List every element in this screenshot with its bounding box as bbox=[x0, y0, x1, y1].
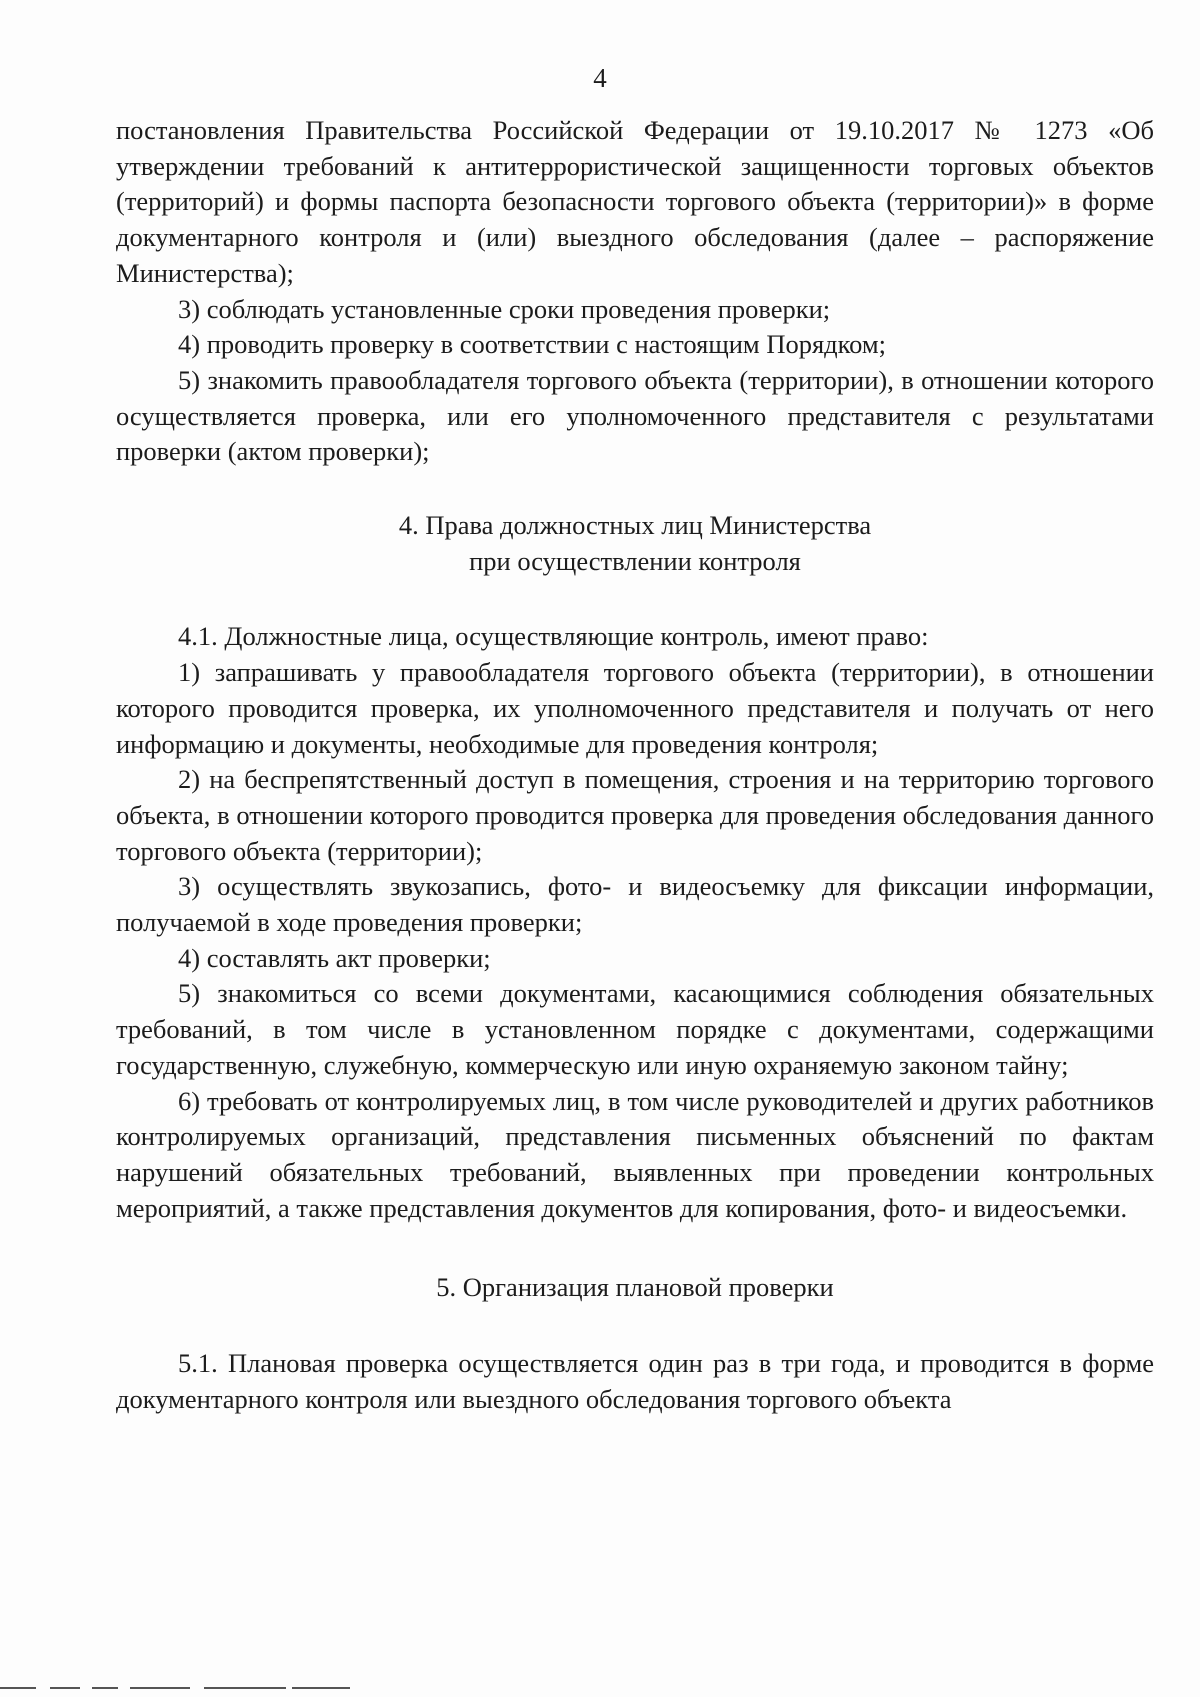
section-heading: 5. Организация плановой проверки bbox=[436, 1272, 834, 1303]
list-item: 2) на беспрепятственный доступ в помещения, строения и на территорию торгового объекта, в отношении которого проводится проверка для проведения обследования данного торгового объекта (территории); bbox=[116, 764, 1154, 866]
paragraph: 4.1. Должностные лица, осуществляющие контроль, имеют право: bbox=[178, 621, 929, 652]
list-item: 4) проводить проверку в соответствии с настоящим Порядком; bbox=[178, 329, 887, 360]
paragraph: постановления Правительства Российской Федерации от 19.10.2017 № 1273 «Об утверждении требований к антитеррористической защищенности торговых объектов (территорий) и формы паспорта безопасности торгового объекта (территории)» в форме документарного контроля и (или) выездного обследования (далее – распоряжение Министерства); bbox=[116, 115, 1154, 288]
list-item: 3) осуществлять звукозапись, фото- и видеосъемку для фиксации информации, получаемой в ходе проведения проверки; bbox=[116, 871, 1154, 938]
list-item: 6) требовать от контролируемых лиц, в том числе руководителей и других работников контролируемых организаций, представления письменных объяснений по фактам нарушений обязательных требований, выявленных при проведении контрольных мероприятий, а также представления документов для копирования, фото- и видеосъемки. bbox=[116, 1085, 1154, 1223]
section-heading: 4. Права должностных лиц Министерства bbox=[398, 510, 872, 541]
scan-artifact-marks bbox=[0, 1687, 380, 1691]
list-item: 5) знакомиться со всеми документами, касающимися соблюдения обязательных требований, в том числе в установленном порядке с документами, содержащими государственную, служебную, коммерческую или иную охраняемую законом тайну; bbox=[116, 978, 1154, 1080]
paragraph: 5.1. Плановая проверка осуществляется один раз в три года, и проводится в форме документарного контроля или выездного обследования торгового объекта bbox=[116, 1348, 1154, 1414]
list-item: 1) запрашивать у правообладателя торгового объекта (территории), в отношении которого проводится проверка, их уполномоченного представителя и получать от него информацию и документы, необходимые для проведения контроля; bbox=[116, 657, 1154, 759]
document-body bbox=[116, 113, 1154, 1418]
page-number: 4 bbox=[593, 63, 607, 93]
list-item: 3) соблюдать установленные сроки проведения проверки; bbox=[178, 293, 831, 324]
section-heading-continued: при осуществлении контроля bbox=[469, 545, 801, 576]
list-item: 4) составлять акт проверки; bbox=[178, 942, 491, 973]
list-item: 5) знакомить правообладателя торгового объекта (территории), в отношении которого осуществляется проверка, или его уполномоченного представителя с результатами проверки (актом проверки); bbox=[116, 364, 1154, 467]
